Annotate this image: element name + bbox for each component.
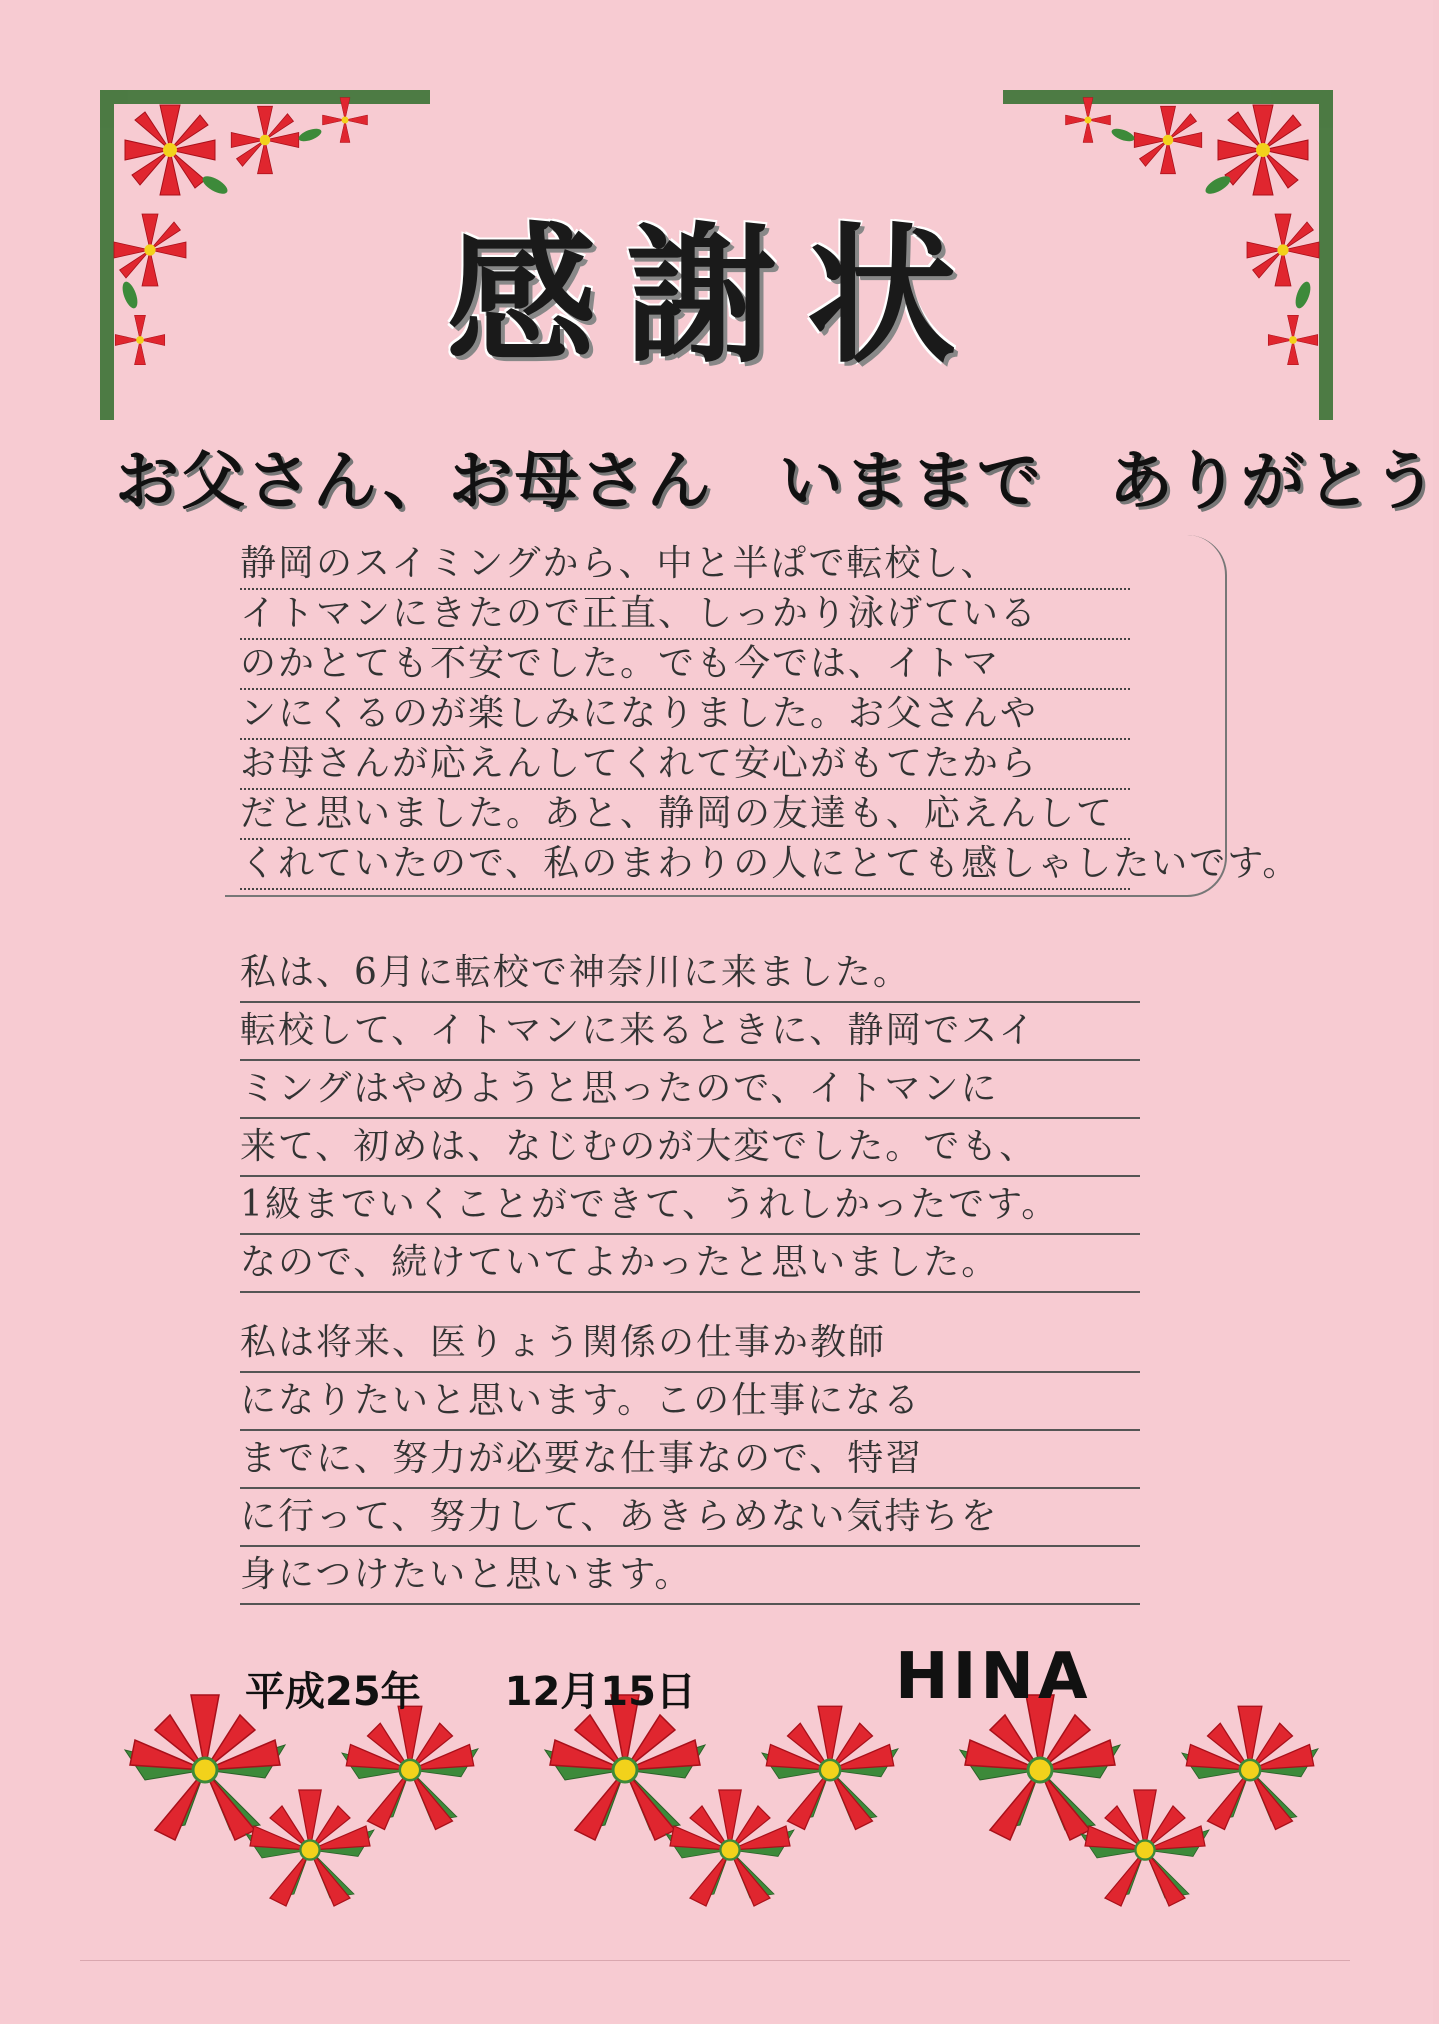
certificate-subtitle: お父さん、お母さん いままで ありがとう xyxy=(115,445,1439,519)
text-line: になりたいと思います。この仕事になる xyxy=(240,1373,1140,1431)
text-line: 静岡のスイミングから、中と半ぱで転校し、 xyxy=(240,540,1130,590)
text-line: ンにくるのが楽しみになりました。お父さんや xyxy=(240,690,1130,740)
text-line: 転校して、イトマンに来るときに、静岡でスイ xyxy=(240,1003,1140,1061)
flower-icon xyxy=(342,1706,478,1829)
flower-icon xyxy=(1081,1790,1209,1906)
text-line: なので、続けていてよかったと思いました。 xyxy=(240,1235,1140,1293)
flower-icon xyxy=(762,1706,898,1829)
text-line: お母さんが応えんしてくれて安心がもてたから xyxy=(240,740,1130,790)
flower-icon xyxy=(666,1790,794,1906)
text-line: イトマンにきたので正直、しっかり泳げている xyxy=(240,590,1130,640)
text-line: 来て、初めは、なじむのが大変でした。でも、 xyxy=(240,1119,1140,1177)
paragraph-3 xyxy=(240,1315,1140,1605)
text-line: 1級までいくことができて、うれしかったです。 xyxy=(240,1177,1140,1235)
flower-icon xyxy=(1182,1706,1318,1829)
date xyxy=(245,1660,766,1717)
flower-icon xyxy=(246,1790,374,1906)
text-line: に行って、努力して、あきらめない気持ちを xyxy=(240,1489,1140,1547)
text-line: 私は将来、医りょう関係の仕事か教師 xyxy=(240,1315,1140,1373)
text-line: だと思いました。あと、静岡の友達も、応えんして xyxy=(240,790,1130,840)
flower-icon xyxy=(960,1695,1120,1840)
paragraph-1 xyxy=(240,540,1301,890)
text-line: くれていたので、私のまわりの人にとても感しゃしたいです。 xyxy=(240,840,1130,890)
signature: HINA xyxy=(895,1640,1092,1714)
paragraph-2 xyxy=(240,945,1140,1293)
divider xyxy=(80,1960,1350,1961)
text-line: 私は、6月に転校で神奈川に来ました。 xyxy=(240,945,1140,1003)
date-year: 平成25年 xyxy=(245,1669,421,1715)
certificate-title: 感謝状 xyxy=(446,208,987,384)
text-line: までに、努力が必要な仕事なので、特習 xyxy=(240,1431,1140,1489)
text-line: のかとても不安でした。でも今では、イトマ xyxy=(240,640,1130,690)
text-line: 身につけたいと思います。 xyxy=(240,1547,1140,1605)
text-line: ミングはやめようと思ったので、イトマンに xyxy=(240,1061,1140,1119)
date-day: 12月15日 xyxy=(504,1669,696,1715)
